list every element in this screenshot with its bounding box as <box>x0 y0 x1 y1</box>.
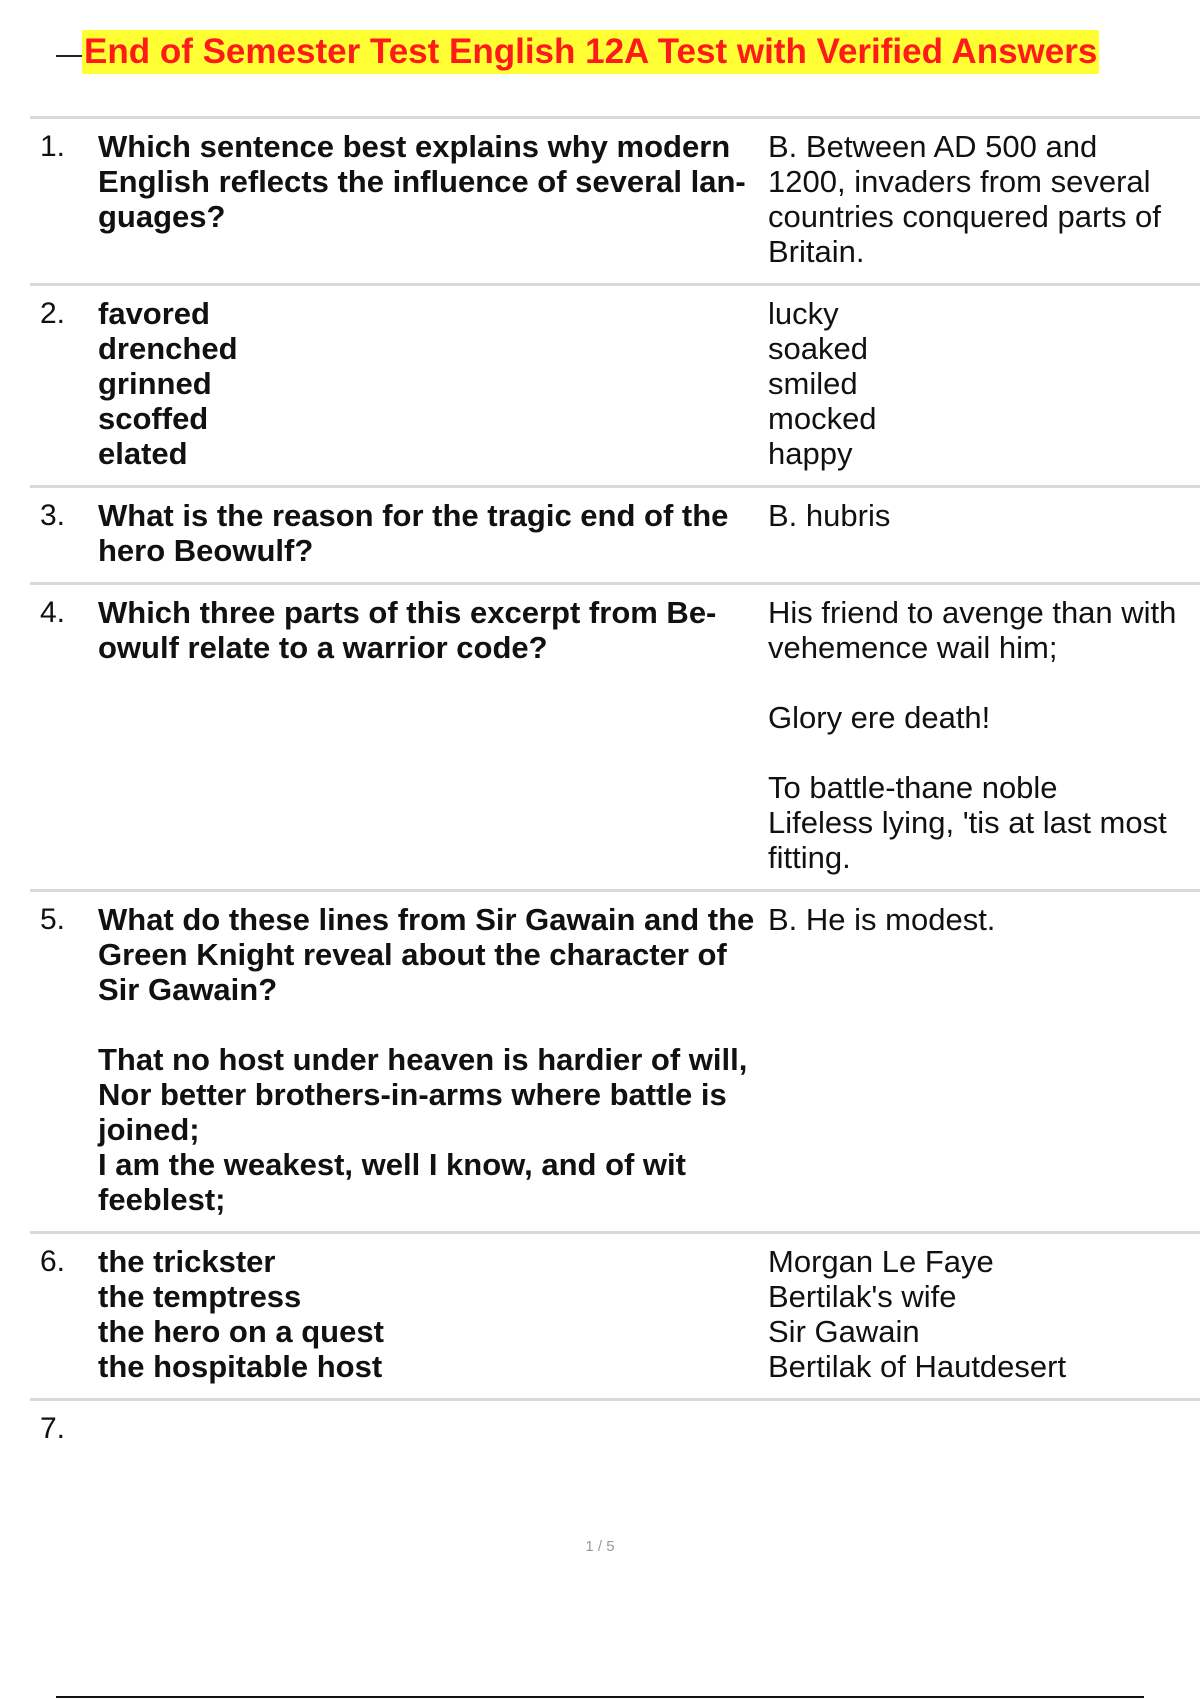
question-line: drenched <box>98 331 238 366</box>
question-cell <box>98 902 768 1217</box>
question-cell <box>98 129 768 269</box>
answer-line: Glory ere death! <box>768 700 991 735</box>
page-indicator: 1 / 5 <box>585 1538 615 1555</box>
answer-line: Lifeless lying, 'tis at last most <box>768 805 1167 840</box>
question-line: What do these lines from Sir Gawain and the <box>98 902 755 937</box>
question-line: Which sentence best explains why modern <box>98 129 731 164</box>
question-cell <box>98 1411 768 1446</box>
item-number: 1. <box>40 130 66 163</box>
qa-row <box>30 892 1200 1234</box>
answer-line: Morgan Le Faye <box>768 1244 994 1279</box>
answer-line: B. He is modest. <box>768 902 996 937</box>
question-line: guages? <box>98 199 226 234</box>
document-title: End of Semester Test English 12A Test with Verified Answers <box>82 30 1099 74</box>
item-number: 3. <box>40 499 66 532</box>
answer-line: Bertilak of Hautdesert <box>768 1349 1067 1384</box>
item-number: 6. <box>40 1245 66 1278</box>
question-line: elated <box>98 436 188 471</box>
qa-row <box>30 286 1200 488</box>
answer-line: smiled <box>768 366 858 401</box>
answer-line: vehemence wail him; <box>768 630 1058 665</box>
qa-row <box>30 1401 1200 1460</box>
title-row <box>56 28 1099 76</box>
item-number: 2. <box>40 297 66 330</box>
question-line: feeblest; <box>98 1182 226 1217</box>
blank-line <box>768 735 1182 770</box>
item-number: 7. <box>40 1412 66 1445</box>
question-line: scoffed <box>98 401 209 436</box>
question-line: Nor better brothers-in-arms where battle is <box>98 1077 727 1112</box>
question-line: English reflects the influence of several lan- <box>98 164 746 199</box>
answer-cell <box>768 595 1200 875</box>
question-line: joined; <box>98 1112 200 1147</box>
item-number: 4. <box>40 596 66 629</box>
question-line: Green Knight reveal about the character of <box>98 937 727 972</box>
answer-cell <box>768 296 1200 471</box>
answer-line: lucky <box>768 296 839 331</box>
question-line: Sir Gawain? <box>98 972 278 1007</box>
question-line: the hero on a quest <box>98 1314 384 1349</box>
answer-line: mocked <box>768 401 877 436</box>
title-dash <box>56 55 82 57</box>
question-line: What is the reason for the tragic end of the <box>98 498 729 533</box>
answer-line: happy <box>768 436 853 471</box>
qa-row <box>30 585 1200 892</box>
question-line: the hospitable host <box>98 1349 383 1384</box>
question-line: That no host under heaven is hardier of will, <box>98 1042 748 1077</box>
question-line: the trickster <box>98 1244 276 1279</box>
answer-line: To battle-thane noble <box>768 770 1058 805</box>
question-line: the temptress <box>98 1279 302 1314</box>
answer-cell <box>768 902 1200 1217</box>
answer-line: Bertilak's wife <box>768 1279 957 1314</box>
answer-line: B. hubris <box>768 498 891 533</box>
qa-list <box>30 116 1200 1460</box>
question-line: hero Beowulf? <box>98 533 314 568</box>
answer-cell <box>768 1244 1200 1384</box>
question-line: owulf relate to a warrior code? <box>98 630 548 665</box>
question-line: grinned <box>98 366 212 401</box>
question-cell <box>98 1244 768 1384</box>
answer-line: Britain. <box>768 234 865 269</box>
qa-row <box>30 1234 1200 1401</box>
answer-line: soaked <box>768 331 868 366</box>
question-cell <box>98 498 768 568</box>
question-line: Which three parts of this excerpt from Be- <box>98 595 717 630</box>
qa-row <box>30 119 1200 286</box>
qa-row <box>30 488 1200 585</box>
question-line: I am the weakest, well I know, and of wit <box>98 1147 686 1182</box>
answer-line: 1200, invaders from several <box>768 164 1151 199</box>
answer-line: fitting. <box>768 840 851 875</box>
answer-line: countries conquered parts of <box>768 199 1161 234</box>
answer-cell <box>768 1411 1200 1446</box>
blank-line <box>768 665 1182 700</box>
item-number: 5. <box>40 903 66 936</box>
answer-line: Sir Gawain <box>768 1314 920 1349</box>
answer-line: B. Between AD 500 and <box>768 129 1098 164</box>
answer-cell <box>768 129 1200 269</box>
question-cell <box>98 595 768 875</box>
question-cell <box>98 296 768 471</box>
answer-cell <box>768 498 1200 568</box>
bottom-rule <box>56 1696 1144 1698</box>
blank-line <box>98 1007 758 1042</box>
question-line: favored <box>98 296 210 331</box>
answer-line: His friend to avenge than with <box>768 595 1177 630</box>
